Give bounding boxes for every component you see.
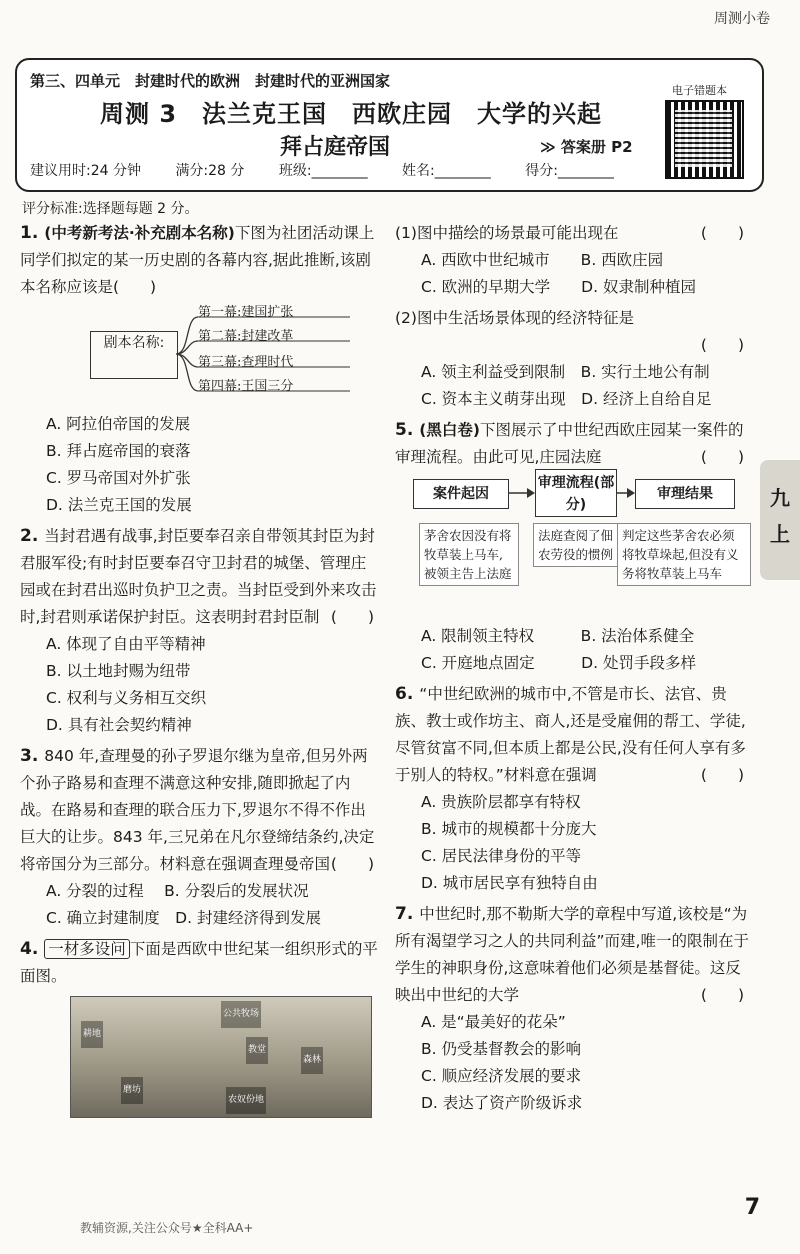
flow-note-cause: 茅舍农因没有将牧草装上马车,被领主告上法庭	[419, 523, 519, 586]
act-2: 第二幕:封建改革	[198, 329, 294, 344]
question-1: 1. (中考新考法·补充剧本名称)下图为社团活动课上同学们拟定的某一历史剧的各幕内容,据此推断,该剧本名称应该是( ) 剧本名称: 第一幕:建国扩张 第二幕:封建改革 第三幕:查理时代 第四幕:王国三分 A. 阿拉伯帝国的发展 B. 拜占庭帝国的衰落 C. 罗马帝国对外扩张 D. 法兰克王国的发展	[20, 220, 380, 519]
flow-note-result: 判定这些茅舍农必须将牧草垛起,但没有义务将牧草装上马车	[617, 523, 751, 586]
option[interactable]: C. 确立封建制度 D. 封建经济得到发展	[46, 909, 321, 927]
right-column	[395, 220, 750, 1121]
option[interactable]: C. 开庭地点固定 D. 处罚手段多样	[421, 654, 696, 672]
answer-blank[interactable]: ( )	[700, 336, 744, 354]
answer-blank[interactable]: ( )	[330, 608, 374, 626]
question-5: 5. (黑白卷)下图展示了中世纪西欧庄园某一案件的审理流程。由此可见,庄园法庭 ( ) 案件起因 审理流程(部分) 审理结果 茅舍农因没有将牧草装上马车,被领主告上法庭 法庭查阅了佃农劳役的惯例 判定这些茅舍农必须将牧草垛起,但没有义务将牧草装上马车 A. 限制领主特权 B. 法治体系健全 C. 开庭地点固定 D. 处罚手段多样	[395, 417, 750, 677]
flow-note-process: 法庭查阅了佃农劳役的惯例	[533, 523, 623, 567]
answer-blank[interactable]: ( )	[330, 855, 374, 873]
trial-flowchart	[395, 477, 750, 617]
qr-label: 电子错题本	[672, 84, 727, 97]
option[interactable]: A. 领主利益受到限制 B. 实行土地公有制	[421, 363, 710, 381]
option[interactable]: C. 权利与义务相互交织	[46, 689, 207, 707]
option[interactable]: B. 拜占庭帝国的衰落	[46, 442, 191, 460]
class-field[interactable]: 班级:________	[278, 163, 368, 179]
option[interactable]: A. 体现了自由平等精神	[46, 635, 206, 653]
option[interactable]: A. 阿拉伯帝国的发展	[46, 415, 191, 433]
option[interactable]: C. 欧洲的早期大学 D. 奴隶制种植园	[421, 278, 696, 296]
flow-step-cause: 案件起因	[413, 479, 509, 509]
question-stem: 下图展示了中世纪西欧庄园某一案件的审理流程。由此可见,庄园法庭	[395, 421, 744, 466]
scoring-rule: 评分标准:选择题每题 2 分。	[22, 201, 199, 217]
option[interactable]: A. 限制领主特权 B. 法治体系健全	[421, 627, 695, 645]
answer-blank[interactable]: ( )	[700, 448, 744, 466]
question-source: (黑白卷)	[419, 421, 480, 439]
act-1: 第一幕:建国扩张	[198, 305, 294, 320]
left-column	[20, 220, 380, 1122]
name-field[interactable]: 姓名:________	[402, 163, 491, 179]
script-name-box: 剧本名称:	[90, 331, 178, 379]
manor-plan-image: 公共牧场 耕地 教堂 磨坊 森林 农奴份地	[70, 996, 372, 1118]
option[interactable]: B. 城市的规模都十分庞大	[421, 820, 597, 838]
question-stem: (1)图中描绘的场景最可能出现在	[395, 224, 619, 242]
option[interactable]: A. 贵族阶层都享有特权	[421, 793, 581, 811]
option[interactable]: D. 城市居民享有独特自由	[421, 874, 598, 892]
option[interactable]: D. 法兰克王国的发展	[46, 496, 192, 514]
quiz-title-2: 拜占庭帝国	[280, 135, 391, 160]
option[interactable]: D. 具有社会契约精神	[46, 716, 192, 734]
option[interactable]: C. 罗马帝国对外扩张	[46, 469, 191, 487]
qr-code-icon[interactable]	[665, 100, 744, 179]
grade-tab: 九 上	[760, 460, 800, 580]
unit-title: 第三、四单元 封建时代的欧洲 封建时代的亚洲国家	[30, 72, 391, 90]
footer-note: 教辅资源,关注公众号★全科AA+	[80, 1221, 254, 1235]
question-source: (中考新考法·补充剧本名称)	[44, 224, 235, 242]
question-7: 7. 中世纪时,那不勒斯大学的章程中写道,该校是“为所有渴望学习之人的共同利益”而建,唯一的限制在于学生的神职身份,这意味着他们必须是基督徒。这反映出中世纪的大学 ( ) A. 是“最美好的花朵” B. 仍受基督教会的影响 C. 顺应经济发展的要求 D. 表达了资产阶级诉求	[395, 901, 750, 1117]
flow-step-result: 审理结果	[635, 479, 735, 509]
act-4: 第四幕:王国三分	[198, 379, 294, 394]
time-suggest: 建议用时:24 分钟	[30, 163, 141, 179]
quiz-title: 周测 3 法兰克王国 西欧庄园 大学的兴起	[100, 100, 603, 128]
question-stem: 下图为社团活动课上同学们拟定的某一历史剧的各幕内容,据此推断,该剧本名称应该是( )	[20, 224, 375, 296]
flow-step-process: 审理流程(部分)	[535, 469, 617, 517]
answer-reference: ≫ 答案册 P2	[540, 138, 633, 156]
option[interactable]: A. 西欧中世纪城市 B. 西欧庄园	[421, 251, 664, 269]
total-score: 满分:28 分	[175, 163, 245, 179]
option[interactable]: B. 仍受基督教会的影响	[421, 1040, 581, 1058]
question-source: 一材多设问	[44, 939, 130, 959]
script-diagram	[20, 305, 380, 405]
option[interactable]: C. 资本主义萌芽出现 D. 经济上自给自足	[421, 390, 712, 408]
question-4-2	[395, 305, 750, 413]
act-3: 第三幕:查理时代	[198, 355, 294, 370]
question-stem: (2)图中生活场景体现的经济特征是	[395, 309, 634, 327]
question-stem: 840 年,查理曼的孙子罗退尔继为皇帝,但另外两个孙子路易和查理不满意这种安排,随即掀起了内战。在路易和查理的联合压力下,罗退尔不得不作出巨大的让步。843 年,三兄弟在凡尔登缔结条约,决定将帝国分为三部分。材料意在强调查理曼帝国	[20, 747, 375, 873]
page-number: 7	[744, 1195, 760, 1220]
question-3: 3. 840 年,查理曼的孙子罗退尔继为皇帝,但另外两个孙子路易和查理不满意这种安排,随即掀起了内战。在路易和查理的联合压力下,罗退尔不得不作出巨大的让步。843 年,三兄弟在凡尔登缔结条约,决定将帝国分为三部分。材料意在强调查理曼帝国 ( ) A. 分裂的过程 B. 分裂后的发展状况 C. 确立封建制度 D. 封建经济得到发展	[20, 743, 380, 932]
question-6: 6. “中世纪欧洲的城市中,不管是市长、法官、贵族、教士或作坊主、商人,还是受雇佣的帮工、学徒,尽管贫富不同,但本质上都是公民,没有任何人享有多于别人的特权。”材料意在强调 ( ) A. 贵族阶层都享有特权 B. 城市的规模都十分庞大 C. 居民法律身份的平等 D. 城市居民享有独特自由	[395, 681, 750, 897]
question-stem: 中世纪时,那不勒斯大学的章程中写道,该校是“为所有渴望学习之人的共同利益”而建,唯一的限制在于学生的神职身份,这意味着他们必须是基督徒。这反映出中世纪的大学	[395, 905, 749, 1004]
question-4-1	[395, 220, 750, 301]
question-2: 2. 当封君遇有战事,封臣要奉召亲自带领其封臣为封君服军役;有时封臣要奉召守卫封君的城堡、管理庄园或在封君出巡时负护卫之责。当封臣受到外来攻击时,封君则承诺保护封臣。这表明封君封臣制 ( ) A. 体现了自由平等精神 B. 以土地封赐为纽带 C. 权利与义务相互交织 D. 具有社会契约精神	[20, 523, 380, 739]
question-stem: 下面是西欧中世纪某一组织形式的平面图。	[20, 940, 378, 985]
option[interactable]: D. 表达了资产阶级诉求	[421, 1094, 583, 1112]
question-stem: 当封君遇有战事,封臣要奉召亲自带领其封臣为封君服军役;有时封臣要奉召守卫封君的城堡、管理庄园或在封君出巡时负护卫之责。当封臣受到外来攻击时,封君则承诺保护封臣。这表明封君封臣制	[20, 527, 377, 626]
question-stem: “中世纪欧洲的城市中,不管是市长、法官、贵族、教士或作坊主、商人,还是受雇佣的帮工、学徒,尽管贫富不同,但本质上都是公民,没有任何人享有多于别人的特权。”材料意在强调	[395, 685, 746, 784]
option[interactable]: B. 以土地封赐为纽带	[46, 662, 191, 680]
question-4: 4. 一材多设问 下面是西欧中世纪某一组织形式的平面图。 公共牧场 耕地 教堂 磨坊 森林 农奴份地	[20, 936, 380, 1118]
option[interactable]: C. 居民法律身份的平等	[421, 847, 582, 865]
option[interactable]: A. 分裂的过程 B. 分裂后的发展状况	[46, 882, 309, 900]
score-field[interactable]: 得分:________	[525, 163, 614, 179]
option[interactable]: C. 顺应经济发展的要求	[421, 1067, 582, 1085]
section-tag: 周测小卷	[714, 11, 770, 27]
answer-blank[interactable]: ( )	[700, 766, 744, 784]
quiz-meta	[30, 160, 670, 180]
option[interactable]: A. 是“最美好的花朵”	[421, 1013, 566, 1031]
answer-blank[interactable]: ( )	[700, 986, 744, 1004]
answer-blank[interactable]: ( )	[700, 224, 744, 242]
